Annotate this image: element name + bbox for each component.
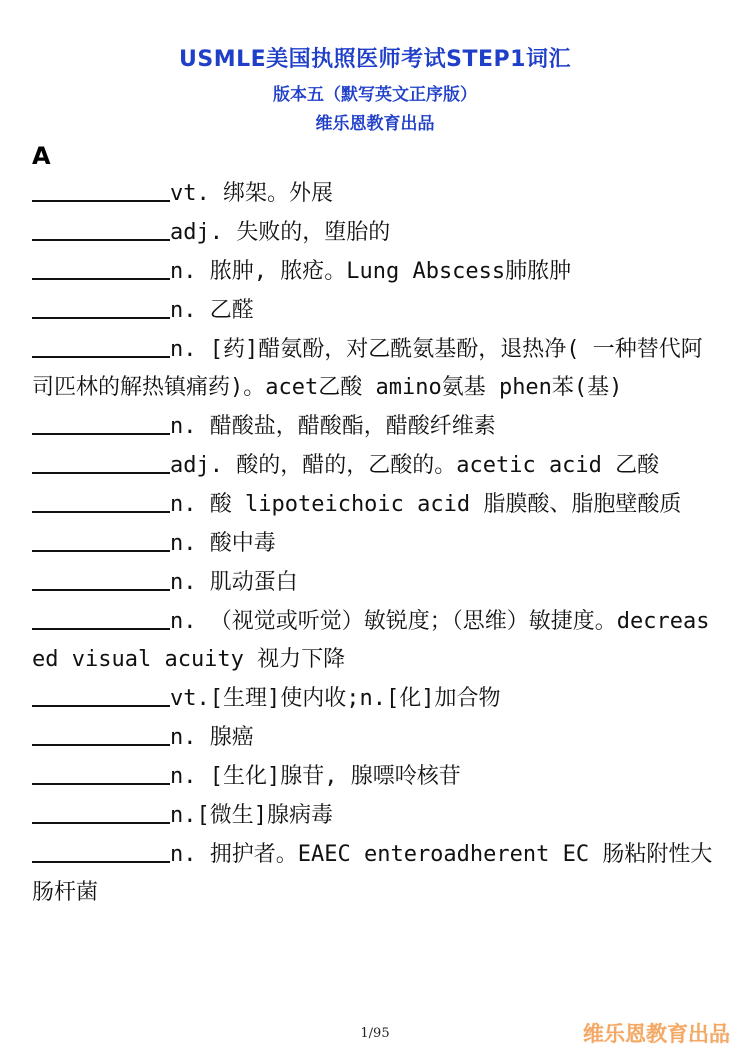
answer-blank[interactable] [32,407,170,435]
entry-definition: n. 酸中毒 [170,531,276,556]
answer-blank[interactable] [32,757,170,785]
answer-blank[interactable] [32,174,170,202]
answer-blank[interactable] [32,213,170,241]
vocab-entry [32,757,722,796]
publisher-line: 维乐恩教育出品 [315,114,435,134]
vocab-entry [32,446,722,485]
vocab-entry [32,291,722,330]
entry-definition: n. [药]醋氨酚，对乙酰氨基酚，退热净( 一种替代阿司匹林的解热镇痛药)。acet乙酸 amino氨基 phen苯(基) [32,337,703,400]
entry-definition: n. 醋酸盐，醋酸酯，醋酸纤维素 [170,414,496,439]
answer-blank[interactable] [32,679,170,707]
answer-blank[interactable] [32,446,170,474]
entry-definition: vt. 绑架。外展 [170,181,333,206]
answer-blank[interactable] [32,524,170,552]
answer-blank[interactable] [32,835,170,863]
answer-blank[interactable] [32,291,170,319]
entry-definition: n. 肌动蛋白 [170,570,298,595]
entry-definition: n. （视觉或听觉）敏锐度；（思维）敏捷度。decreased visual acuity 视力下降 [32,609,710,672]
section-letter: A [32,142,51,170]
entry-definition: n. 拥护者。EAEC enteroadherent EC 肠粘附性大肠杆菌 [32,842,713,905]
vocab-entry [32,796,722,835]
watermark-logo: 维乐恩教育出品 [583,1022,730,1046]
answer-blank[interactable] [32,330,170,358]
entry-definition: adj. 失败的，堕胎的 [170,220,391,245]
vocab-entry [32,835,722,912]
entry-definition: vt.[生理]使内收;n.[化]加合物 [170,686,501,711]
entry-definition: n.[微生]腺病毒 [170,803,333,828]
vocab-entry [32,563,722,602]
entry-definition: adj. 酸的，醋的，乙酸的。acetic acid 乙酸 [170,453,660,478]
vocab-entry [32,524,722,563]
vocab-entry [32,485,722,524]
answer-blank[interactable] [32,602,170,630]
entry-definition: n. 乙醛 [170,298,254,323]
answer-blank[interactable] [32,563,170,591]
entry-definition: n. 脓肿, 脓疮。Lung Abscess肺脓肿 [170,259,572,284]
vocab-entry [32,602,722,679]
vocab-entry [32,718,722,757]
entry-definition: n. 腺癌 [170,725,254,750]
vocab-entry [32,174,722,213]
page-number: 1/95 [360,1026,390,1041]
answer-blank[interactable] [32,252,170,280]
answer-blank[interactable] [32,485,170,513]
entry-definition: n. 酸 lipoteichoic acid 脂膜酸、脂胞壁酸质 [170,492,682,517]
vocab-entry [32,330,722,407]
vocab-entry [32,679,722,718]
entry-definition: n. [生化]腺苷, 腺嘌呤核苷 [170,764,461,789]
vocab-entry [32,252,722,291]
answer-blank[interactable] [32,718,170,746]
document-title: USMLE美国执照医师考试STEP1词汇 [179,47,571,72]
answer-blank[interactable] [32,796,170,824]
vocab-entry [32,213,722,252]
vocabulary-list [32,174,722,912]
document-subtitle: 版本五（默写英文正序版） [273,85,477,105]
vocab-entry [32,407,722,446]
